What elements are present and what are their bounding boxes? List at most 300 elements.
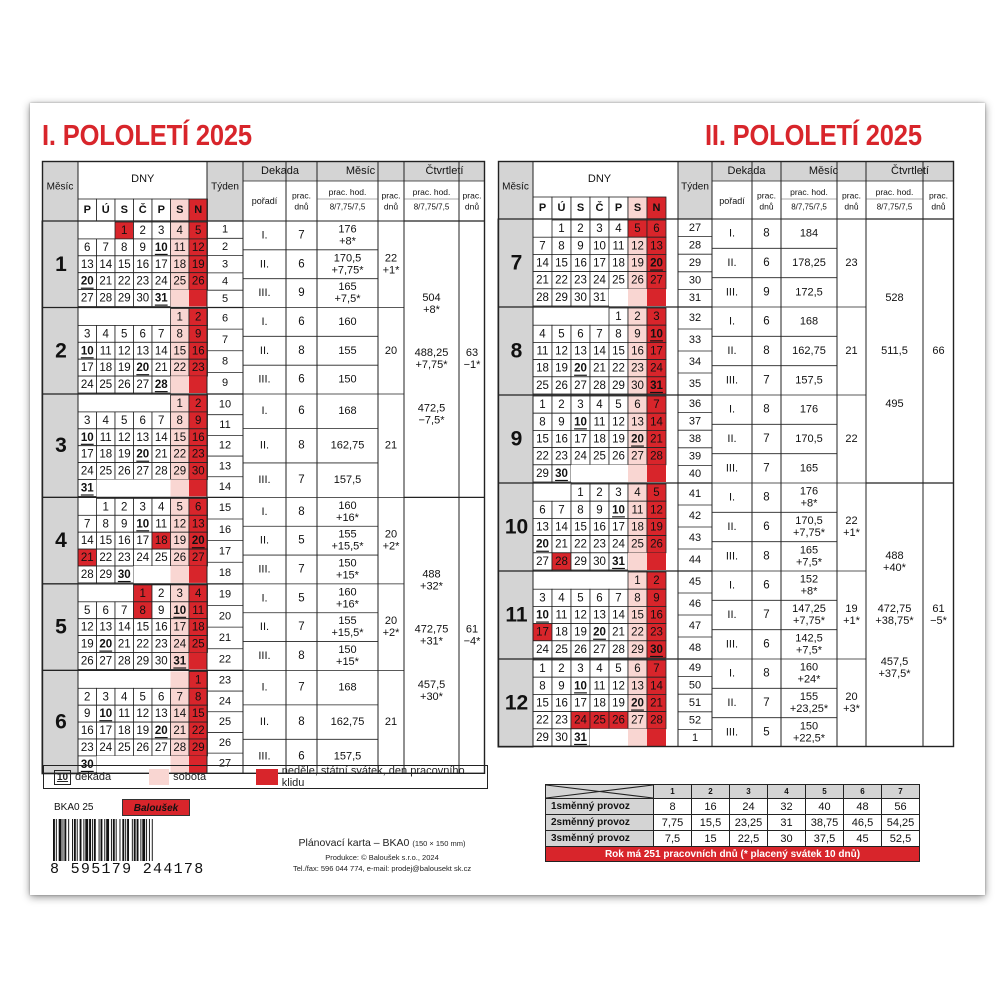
day-number: 27	[191, 552, 205, 565]
day-number: 11	[99, 345, 112, 358]
day-number: 26	[80, 655, 94, 668]
day-number: 26	[574, 643, 587, 656]
day-number: 28	[80, 568, 94, 581]
day-number: 31	[593, 291, 606, 304]
quarter-hours: 472,75	[414, 623, 449, 636]
decade-hours: 152	[799, 573, 819, 586]
decade-hours: +7,75*	[331, 264, 364, 277]
day-cell	[571, 465, 590, 482]
week-number: 38	[688, 433, 702, 445]
day-number: 27	[631, 714, 644, 727]
day-number: 29	[117, 292, 131, 305]
day-cell	[115, 395, 134, 412]
day-number: 23	[154, 638, 168, 651]
barcode-bar	[85, 819, 88, 861]
day-number: 26	[631, 274, 644, 287]
shift-value: 46,5	[844, 815, 882, 831]
day-number: 31	[574, 731, 587, 744]
day-number: 28	[650, 714, 663, 727]
week-number: 11	[219, 419, 231, 432]
day-number: 6	[139, 328, 146, 341]
quarter-hours: 488	[422, 568, 441, 581]
day-number: 3	[84, 328, 91, 341]
decade-hours: +16*	[336, 598, 359, 611]
week-number: 30	[688, 274, 702, 287]
week-number: 3	[221, 258, 229, 271]
day-number: 21	[154, 362, 168, 375]
week-number: 29	[688, 257, 702, 269]
day-number: 18	[593, 433, 606, 446]
week-number: 23	[218, 674, 232, 687]
barcode-bar	[140, 819, 141, 861]
day-number: 1	[176, 311, 183, 324]
shift-row-label: 2směnný provoz	[546, 815, 654, 831]
header-shift-hint: 8/7,75/7,5	[791, 202, 827, 212]
day-number: 10	[80, 345, 94, 358]
day-number: 31	[612, 555, 625, 568]
month-number: 7	[510, 251, 523, 275]
day-number: 30	[80, 758, 94, 771]
day-number: 4	[158, 501, 165, 514]
day-number: 14	[650, 416, 663, 429]
decade-hours: 155	[799, 691, 819, 703]
day-cell	[647, 465, 666, 482]
day-number: 13	[536, 521, 549, 534]
shift-value: 45	[844, 831, 882, 847]
barcode-bar	[74, 819, 76, 861]
day-number: 21	[117, 638, 131, 651]
decade-hours: +15*	[336, 569, 359, 582]
shift-value: 54,25	[882, 815, 920, 831]
calendar-first-half	[42, 161, 485, 771]
decade-days: 8	[763, 667, 770, 680]
decade-hours: 172,5	[795, 286, 823, 299]
day-number: 17	[574, 697, 587, 710]
day-number: 13	[136, 345, 150, 358]
week-number: 40	[688, 468, 702, 481]
day-number: 6	[634, 663, 641, 676]
day-number: 14	[154, 345, 168, 358]
decade-hours: 142,5	[795, 632, 823, 645]
header-month-col: Měsíc	[345, 165, 376, 177]
header-month-days: dnů	[383, 201, 399, 212]
decade-order: II.	[727, 345, 737, 357]
day-number: 13	[99, 621, 113, 634]
day-number: 16	[136, 258, 150, 271]
day-cell	[78, 671, 97, 688]
decade-hours: +7,5*	[796, 644, 822, 657]
decade-hours: 184	[799, 227, 819, 240]
week-number: 22	[218, 653, 232, 666]
barcode-bar	[152, 819, 153, 861]
quarter-work-days: 66	[932, 345, 945, 357]
day-number: 10	[80, 431, 94, 444]
week-number: 14	[218, 481, 232, 494]
barcode-bar	[113, 819, 115, 861]
day-cell	[171, 566, 190, 583]
day-number: 30	[117, 568, 131, 581]
decade-days: 7	[763, 697, 770, 709]
day-number: 14	[612, 609, 625, 622]
day-number: 5	[139, 691, 146, 704]
day-number: 28	[173, 741, 187, 754]
legend-saturday-label: sobota	[173, 771, 207, 783]
header-work-days: dnů	[294, 201, 309, 212]
shift-value: 23,25	[730, 815, 768, 831]
month-work-days: +2*	[382, 540, 400, 553]
day-number: 7	[176, 691, 183, 704]
day-number: 8	[176, 328, 183, 341]
decade-hours: 165	[799, 462, 819, 475]
shift-row	[546, 831, 920, 847]
decade-order: II.	[259, 534, 270, 547]
week-number: 31	[688, 292, 702, 305]
day-number: 8	[615, 328, 622, 341]
day-cell	[78, 222, 97, 239]
day-number: 4	[539, 328, 546, 341]
weekday-label: Ú	[101, 204, 110, 216]
day-number: 13	[136, 431, 150, 444]
day-number: 13	[80, 258, 94, 271]
week-number: 1	[221, 223, 229, 236]
legend	[43, 765, 488, 789]
day-number: 15	[136, 621, 150, 634]
day-number: 4	[102, 414, 109, 427]
day-number: 7	[653, 663, 660, 676]
day-cell	[533, 220, 552, 237]
day-number: 28	[536, 291, 549, 304]
decade-order: II.	[259, 716, 270, 729]
day-number: 30	[191, 465, 205, 478]
month-number: 9	[510, 427, 523, 451]
day-number: 27	[631, 450, 644, 463]
day-number: 6	[653, 223, 660, 236]
day-number: 16	[574, 257, 587, 270]
shift-table-header	[546, 785, 920, 799]
decade-order: III.	[258, 474, 271, 487]
day-cell	[571, 308, 590, 325]
day-number: 25	[117, 741, 131, 754]
quarter-hours: +31*	[420, 635, 443, 648]
day-number: 20	[154, 725, 168, 738]
day-number: 30	[136, 292, 150, 305]
day-number: 6	[84, 241, 91, 254]
day-number: 26	[173, 552, 187, 565]
day-number: 24	[650, 362, 663, 375]
month-number: 8	[510, 339, 523, 363]
header-month: Měsíc	[502, 181, 529, 193]
day-number: 3	[539, 592, 546, 605]
day-number: 8	[121, 241, 128, 254]
legend-dekada-label: dekáda	[75, 771, 112, 783]
decade-order: I.	[728, 227, 736, 240]
day-number: 23	[136, 275, 150, 288]
day-number: 29	[173, 465, 187, 478]
day-cell	[590, 572, 609, 589]
day-number: 10	[574, 680, 587, 693]
weekday-label: S	[576, 202, 585, 214]
quarter-hours: 495	[885, 397, 904, 410]
quarter-work-days: −5*	[930, 615, 947, 627]
day-cell	[134, 671, 153, 688]
week-number: 44	[688, 554, 702, 566]
day-number: 10	[136, 518, 150, 531]
day-number: 11	[118, 708, 131, 721]
day-number: 24	[173, 638, 187, 651]
day-number: 25	[154, 552, 168, 565]
day-number: 5	[121, 414, 128, 427]
decade-order: III.	[258, 750, 271, 763]
day-cell	[78, 498, 97, 515]
day-number: 27	[574, 379, 587, 392]
day-number: 13	[154, 708, 168, 721]
day-number: 23	[555, 450, 568, 463]
header-week: Týden	[681, 181, 709, 193]
day-number: 15	[631, 609, 644, 622]
day-number: 3	[84, 414, 91, 427]
barcode-bar	[142, 819, 145, 861]
day-number: 27	[99, 655, 113, 668]
quarter-hours: +37,5*	[878, 667, 911, 680]
day-cell	[552, 308, 571, 325]
decade-hours: 168	[338, 405, 357, 418]
product-code: BKA0 25	[54, 802, 94, 813]
day-number: 2	[121, 501, 128, 514]
month-work-days: 21	[384, 439, 398, 452]
month-work-days: 21	[384, 716, 398, 729]
day-number: 8	[577, 504, 584, 517]
quarter-hours: 472,75	[877, 603, 912, 615]
day-number: 28	[555, 555, 568, 568]
day-number: 22	[99, 552, 113, 565]
day-number: 16	[191, 345, 205, 358]
day-cell	[189, 290, 208, 307]
day-number: 25	[631, 538, 644, 551]
product-info	[252, 837, 512, 873]
day-number: 1	[102, 501, 109, 514]
week-number: 46	[688, 598, 702, 610]
day-number: 4	[121, 691, 128, 704]
day-number: 2	[139, 224, 146, 237]
day-number: 4	[615, 223, 622, 236]
day-number: 10	[650, 328, 663, 341]
day-number: 11	[99, 431, 112, 444]
decade-order: III.	[258, 373, 271, 386]
day-number: 26	[650, 538, 663, 551]
decade-days: 8	[763, 403, 770, 416]
shift-row	[546, 799, 920, 815]
decade-hours: 150	[799, 720, 819, 733]
day-number: 18	[173, 258, 187, 271]
shift-value: 48	[844, 799, 882, 815]
day-number: 27	[536, 555, 549, 568]
day-cell	[552, 484, 571, 501]
decade-order: I.	[261, 592, 268, 605]
barcode-bar	[56, 819, 57, 861]
decade-hours: 155	[338, 615, 357, 628]
day-cell	[647, 553, 666, 570]
day-number: 2	[84, 691, 91, 704]
day-number: 29	[612, 379, 625, 392]
shift-value: 7,75	[654, 815, 692, 831]
day-number: 20	[631, 433, 644, 446]
day-number: 19	[650, 521, 663, 534]
barcode-bar	[120, 819, 121, 861]
day-number: 26	[555, 379, 568, 392]
day-number: 25	[173, 275, 187, 288]
day-number: 21	[650, 697, 663, 710]
day-number: 17	[99, 725, 113, 738]
day-number: 26	[136, 741, 150, 754]
month-work-days: 20	[384, 344, 398, 357]
barcode-image	[52, 819, 195, 861]
decade-order: III.	[725, 726, 739, 739]
day-number: 7	[121, 604, 128, 617]
day-number: 29	[536, 467, 549, 480]
week-number: 8	[221, 355, 229, 368]
day-number: 31	[154, 292, 168, 305]
day-cell	[97, 309, 116, 326]
weekday-label: S	[633, 202, 642, 214]
month-work-days: 22	[845, 433, 858, 445]
day-number: 19	[173, 535, 187, 548]
day-number: 8	[539, 416, 546, 429]
day-number: 12	[80, 621, 94, 634]
day-number: 30	[154, 655, 168, 668]
day-number: 4	[195, 587, 202, 600]
day-number: 29	[536, 731, 549, 744]
day-number: 22	[173, 448, 187, 461]
day-cell	[97, 480, 116, 497]
header-quarter-days: dnů	[931, 201, 946, 212]
calendar-grid	[498, 161, 982, 749]
day-number: 16	[80, 725, 94, 738]
day-cell	[628, 553, 647, 570]
day-number: 11	[555, 609, 568, 622]
day-number: 18	[593, 697, 606, 710]
day-number: 18	[631, 521, 644, 534]
day-number: 21	[154, 448, 168, 461]
day-number: 8	[102, 518, 109, 531]
day-number: 14	[99, 258, 113, 271]
day-number: 19	[612, 697, 625, 710]
week-number: 12	[218, 439, 232, 452]
decade-hours: +7,75*	[792, 615, 826, 627]
decade-hours: 178,25	[792, 257, 826, 269]
day-number: 28	[650, 450, 663, 463]
decade-order: III.	[725, 374, 739, 387]
day-number: 22	[191, 725, 205, 738]
day-number: 9	[195, 328, 202, 341]
day-number: 11	[593, 416, 606, 429]
decade-days: 7	[763, 462, 770, 475]
day-number: 10	[173, 604, 187, 617]
day-number: 30	[650, 643, 663, 656]
day-number: 27	[136, 379, 150, 392]
day-cell	[189, 653, 208, 670]
day-number: 3	[102, 691, 109, 704]
day-number: 18	[99, 362, 113, 375]
week-number: 49	[688, 661, 702, 674]
day-number: 19	[555, 362, 568, 375]
day-number: 12	[191, 241, 205, 254]
day-number: 14	[154, 431, 168, 444]
weekday-label: P	[83, 204, 91, 216]
month-number: 5	[55, 615, 67, 639]
day-cell	[171, 290, 190, 307]
week-number: 48	[688, 642, 702, 654]
day-number: 2	[158, 587, 165, 600]
day-number: 26	[612, 450, 625, 463]
quarter-hours: +30*	[420, 690, 443, 703]
day-number: 30	[574, 291, 587, 304]
day-cell	[115, 671, 134, 688]
decade-days: 8	[763, 345, 770, 357]
brand-logo: Baloušek	[122, 799, 190, 816]
day-number: 5	[653, 487, 660, 500]
decade-days: 6	[298, 258, 305, 271]
day-number: 15	[612, 345, 625, 358]
day-number: 4	[596, 663, 603, 676]
shift-col-7: 7	[882, 785, 920, 799]
decade-hours: +8*	[800, 497, 818, 510]
day-number: 1	[539, 663, 546, 676]
day-number: 26	[117, 379, 131, 392]
day-number: 28	[154, 465, 168, 478]
day-number: 14	[173, 708, 187, 721]
shift-value: 16	[692, 799, 730, 815]
decade-hours: 157,5	[795, 374, 823, 387]
day-number: 27	[593, 643, 606, 656]
decade-order: I.	[728, 579, 736, 592]
day-number: 17	[536, 626, 549, 639]
shift-value: 15	[692, 831, 730, 847]
day-number: 24	[154, 275, 168, 288]
decade-hours: 165	[799, 544, 819, 557]
month-number: 2	[55, 339, 67, 363]
calendar-second-half	[498, 161, 982, 749]
day-number: 3	[158, 224, 165, 237]
day-number: 27	[154, 741, 168, 754]
day-cell	[171, 376, 190, 393]
decade-days: 6	[298, 405, 305, 418]
day-cell	[628, 729, 647, 746]
legend-holiday	[256, 765, 487, 789]
decade-hours: 160	[338, 315, 357, 328]
day-number: 18	[555, 626, 568, 639]
day-number: 24	[612, 538, 625, 551]
day-number: 1	[558, 223, 565, 236]
decade-days: 6	[298, 750, 305, 763]
shift-row-label: 1směnný provoz	[546, 799, 654, 815]
day-number: 25	[99, 379, 113, 392]
quarter-hours: −7,5*	[418, 414, 445, 427]
month-work-days: 22	[845, 515, 858, 527]
decade-hours: 155	[338, 344, 357, 357]
legend-saturday-swatch	[149, 769, 169, 785]
header-days: DNY	[587, 173, 612, 185]
day-number: 18	[117, 725, 131, 738]
week-number: 25	[218, 716, 232, 729]
decade-hours: 176	[799, 403, 819, 416]
day-number: 5	[634, 223, 641, 236]
day-number: 30	[555, 731, 568, 744]
day-number: 22	[612, 362, 625, 375]
day-number: 23	[117, 552, 131, 565]
day-number: 6	[596, 592, 603, 605]
day-number: 20	[631, 697, 644, 710]
quarter-hours: +7,75*	[415, 359, 448, 372]
